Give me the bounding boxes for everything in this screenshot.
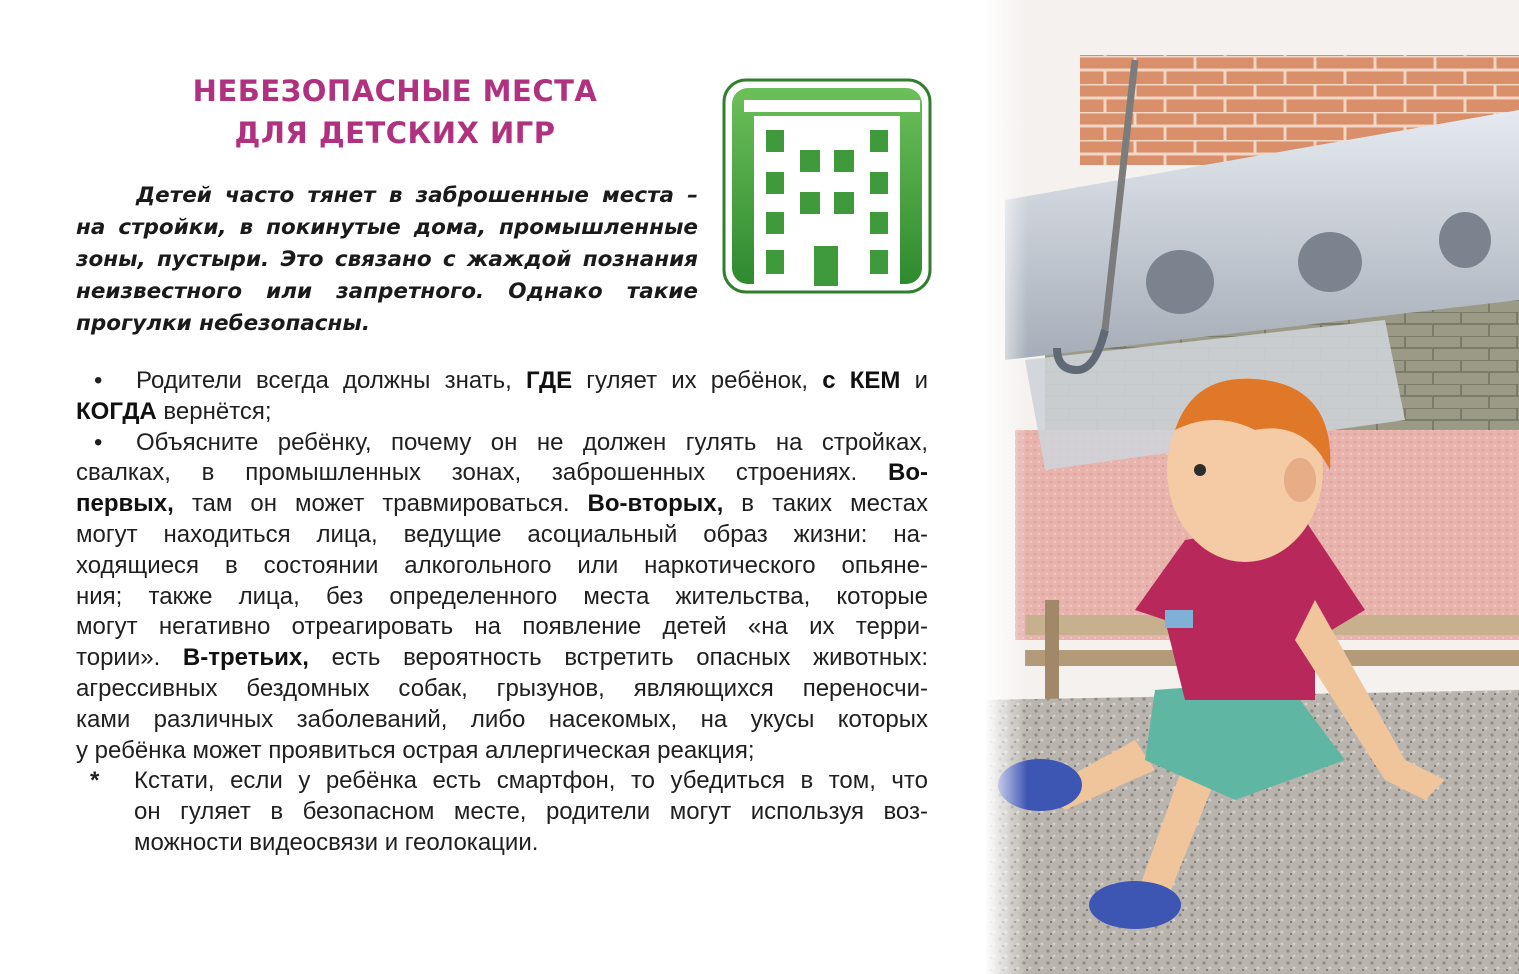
emphasis: первых, [76,490,174,518]
asterisk-icon: * [90,767,100,795]
text-run: Объясните ребёнку, почему он не должен гулять на стройках, [136,428,928,456]
emphasis: Во- [888,459,928,487]
body-text [76,366,928,859]
text-run: свалках, в промышленных зонах, заброшенных строениях. [76,459,889,487]
intro-paragraph [76,180,698,340]
title-line-2: ДЛЯ ДЕТСКИХ ИГР [234,116,556,150]
text-run: есть вероятность встретить опасных животных: [308,644,928,672]
emphasis: ГДЕ [526,367,573,394]
list-item-continued: у ребёнка может проявиться острая аллергическая реакция; [76,736,755,764]
emphasis: с КЕМ [822,367,901,394]
building-icon [722,78,932,294]
intro-line: Детей часто тянет в заброшенные места – [136,183,698,208]
text-run: в таких местах [723,490,928,518]
intro-line: зоны, пустыри. Это связано с жаждой познания [76,247,698,272]
list-item-continued: ками различных заболеваний, либо насекомых, на укусы которых [76,705,928,733]
list-item-continued: ния; также лица, без определенного места жительства, которые [76,582,928,610]
intro-line: неизвестного или запретного. Однако такие [76,279,698,304]
bullet-icon: • [94,367,103,394]
bullet-icon: • [94,428,103,456]
intro-line: прогулки небезопасны. [76,311,371,336]
list-item-continued [76,489,928,520]
emphasis: Во-вторых, [587,490,724,518]
intro-line: на стройки, в покинутые дома, промышленные [76,215,698,240]
list-item-continued: могут находиться лица, ведущие асоциальный образ жизни: на- [76,520,928,548]
note-item [76,766,928,797]
list-item-continued: могут негативно отреагировать на появление детей «на их терри- [76,613,928,641]
title-line-1: НЕБЕЗОПАСНЫЕ МЕСТА [192,74,598,108]
text-run: и [900,367,929,394]
list-item [76,428,928,459]
boy-at-construction-site-illustration [985,0,1519,974]
emphasis: КОГДА [76,397,157,425]
list-item-continued: агрессивных бездомных собак, грызунов, являющихся переносчи- [76,674,928,702]
text-run: там он может травмироваться. [173,490,588,518]
page-title [150,70,640,154]
note-item-continued: можности видеосвязи и геолокации. [134,828,539,856]
note-item-continued: он гуляет в безопасном месте, родители могут используя воз- [134,798,928,826]
text-run: тории». [76,644,183,672]
list-item [76,366,928,397]
list-item-continued [76,643,928,674]
emphasis: В-третьих, [182,644,309,672]
list-item-continued: ходящиеся в состоянии алкогольного или наркотического опьяне- [76,551,928,579]
text-run: Родители всегда должны знать, [136,367,527,394]
text-run: вернётся; [156,397,272,425]
list-item-continued [76,458,928,489]
text-run: Кстати, если у ребёнка есть смартфон, то убедиться в том, что [134,767,928,795]
text-run: гуляет их ребёнок, [572,367,823,394]
list-item-continued [76,397,928,428]
